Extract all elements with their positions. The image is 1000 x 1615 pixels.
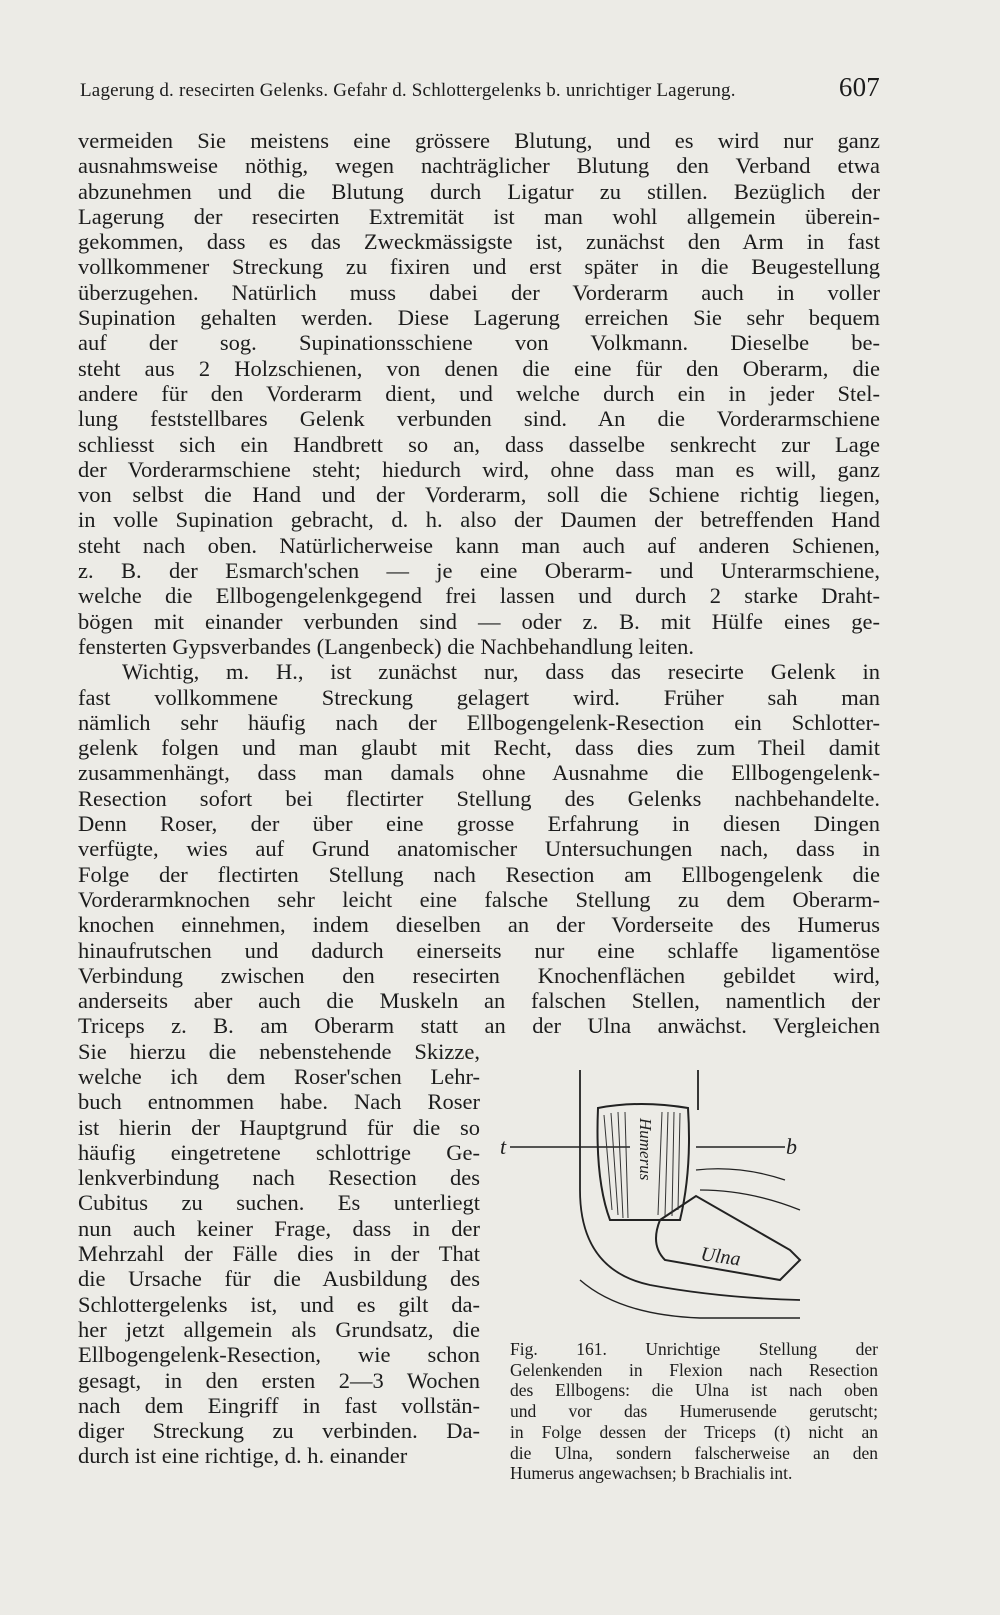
- body-line: steht aus 2 Holzschienen, von denen die eine für den Oberarm, die: [78, 355, 880, 381]
- humerus-label: Humerus: [636, 1118, 655, 1181]
- body-line: Schlottergelenks ist, und es gilt da-: [78, 1291, 480, 1317]
- body-line: der Vorderarmschiene steht; hiedurch wird, ohne dass man es will, ganz: [78, 456, 880, 482]
- body-line: Mehrzahl der Fälle dies in der That: [78, 1241, 480, 1267]
- triceps-label: t: [500, 1134, 507, 1159]
- body-line: fast vollkommene Streckung gelagert wird. Früher sah man: [78, 684, 880, 710]
- figure-caption: [510, 1339, 878, 1484]
- body-line: von selbst die Hand und der Vorderarm, soll die Schiene richtig liegen,: [78, 482, 880, 508]
- body-line: knochen einnehmen, indem dieselben an der Vorderseite des Humerus: [78, 912, 880, 938]
- body-line: schliesst sich ein Handbrett so an, dass dasselbe senkrecht zur Lage: [78, 431, 880, 457]
- body-line: in volle Supination gebracht, d. h. also der Daumen der betreffenden Hand: [78, 507, 880, 533]
- body-line: Folge der flectirten Stellung nach Resection am Ellbogengelenk die: [78, 861, 880, 887]
- body-line: Sie hierzu die nebenstehende Skizze,: [78, 1038, 480, 1064]
- body-line: bögen mit einander verbunden sind — oder z. B. mit Hülfe eines ge-: [78, 608, 880, 634]
- body-line: Vorderarmknochen sehr leicht eine falsche Stellung zu dem Oberarm-: [78, 886, 880, 912]
- body-line: z. B. der Esmarch'schen — je eine Oberarm- und Unterarmschiene,: [78, 558, 880, 584]
- body-line: auf der sog. Supinationsschiene von Volkmann. Dieselbe be-: [78, 330, 880, 356]
- body-line: her jetzt allgemein als Grundsatz, die: [78, 1316, 480, 1342]
- body-line: häufig eingetretene schlottrige Ge-: [78, 1139, 480, 1165]
- caption-line: Humerus angewachsen; b Brachialis int.: [510, 1463, 793, 1484]
- body-line: buch entnommen habe. Nach Roser: [78, 1089, 480, 1115]
- ulna-label: Ulna: [699, 1243, 742, 1271]
- body-line: lenkverbindung nach Resection des: [78, 1165, 480, 1191]
- body-line: zusammenhängt, dass man damals ohne Ausnahme die Ellbogengelenk-: [78, 760, 880, 786]
- body-line: Denn Roser, der über eine grosse Erfahrung in diesen Dingen: [78, 811, 880, 837]
- body-line: Ellbogengelenk-Resection, wie schon: [78, 1342, 480, 1368]
- body-line: nun auch keiner Frage, dass in der: [78, 1215, 480, 1241]
- body-line: gekommen, dass es das Zweckmässigste ist, zunächst den Arm in fast: [78, 229, 880, 255]
- body-line: fensterten Gypsverbandes (Langenbeck) die Nachbehandlung leiten.: [78, 633, 695, 659]
- body-line: vollkommener Streckung zu fixiren und erst später in die Beugestellung: [78, 254, 880, 280]
- body-line: Verbindung zwischen den resecirten Knochenflächen gebildet wird,: [78, 962, 880, 988]
- caption-line: Gelenkenden in Flexion nach Resection: [510, 1359, 878, 1380]
- body-line: vermeiden Sie meistens eine grössere Blutung, und es wird nur ganz: [78, 128, 880, 153]
- body-line: Supination gehalten werden. Diese Lagerung erreichen Sie sehr bequem: [78, 305, 880, 331]
- body-line: überzugehen. Natürlich muss dabei der Vorderarm auch in voller: [78, 279, 880, 305]
- body-line: diger Streckung zu verbinden. Da-: [78, 1418, 480, 1444]
- body-line: durch ist eine richtige, d. h. einander: [78, 1443, 408, 1469]
- body-line: die Ursache für die Ausbildung des: [78, 1266, 480, 1292]
- body-line: ausnahmsweise nöthig, wegen nachträglicher Blutung den Verband etwa: [78, 153, 880, 179]
- body-line: verfügte, wies auf Grund anatomischer Untersuchungen nach, dass in: [78, 836, 880, 862]
- caption-line: des Ellbogens: die Ulna ist nach oben: [510, 1380, 878, 1401]
- body-line: Resection sofort bei flectirter Stellung des Gelenks nachbehandelte.: [78, 785, 880, 811]
- body-line: ist hierin der Hauptgrund für die so: [78, 1114, 480, 1140]
- body-line: abzunehmen und die Blutung durch Ligatur zu stillen. Bezüglich der: [78, 178, 880, 204]
- figure-elbow-sketch: [500, 1070, 890, 1340]
- body-line: nämlich sehr häufig nach der Ellbogengelenk-Resection ein Schlotter-: [78, 709, 880, 735]
- body-line: welche die Ellbogengelenkgegend frei lassen und durch 2 starke Draht-: [78, 583, 880, 609]
- page-number: 607: [838, 72, 880, 102]
- body-line: Cubitus zu suchen. Es unterliegt: [78, 1190, 480, 1216]
- caption-line: Fig. 161. Unrichtige Stellung der: [510, 1339, 878, 1359]
- body-line: welche ich dem Roser'schen Lehr-: [78, 1063, 480, 1089]
- running-head-title: Lagerung d. resecirten Gelenks. Gefahr d. Schlottergelenks b. unrichtiger Lagerung.: [80, 80, 736, 101]
- body-line: anderseits aber auch die Muskeln an falschen Stellen, namentlich der: [78, 988, 880, 1014]
- body-line: Lagerung der resecirten Extremität ist man wohl allgemein überein-: [78, 203, 880, 229]
- body-line: hinaufrutschen und dadurch einerseits nur eine schlaffe ligamentöse: [78, 937, 880, 963]
- brachialis-label: b: [786, 1134, 797, 1159]
- body-line: lung feststellbares Gelenk verbunden sind. An die Vorderarmschiene: [78, 406, 880, 432]
- caption-line: und vor das Humerusende gerutscht;: [510, 1401, 878, 1422]
- body-line: nach dem Eingriff in fast vollstän-: [78, 1392, 480, 1418]
- body-line: gesagt, in den ersten 2—3 Wochen: [78, 1367, 480, 1393]
- elbow-sketch-illustration: [500, 1070, 890, 1340]
- body-line: Wichtig, m. H., ist zunächst nur, dass das resecirte Gelenk in: [122, 659, 880, 685]
- caption-line: in Folge dessen der Triceps (t) nicht an: [510, 1421, 878, 1442]
- body-line: gelenk folgen und man glaubt mit Recht, dass dies zum Theil damit: [78, 735, 880, 761]
- body-line: steht nach oben. Natürlicherweise kann man auch auf anderen Schienen,: [78, 532, 880, 558]
- body-line: andere für den Vorderarm dient, und welche durch ein in jeder Stel-: [78, 380, 880, 406]
- running-head: [80, 72, 880, 112]
- body-line: Triceps z. B. am Oberarm statt an der Ulna anwächst. Vergleichen: [78, 1013, 880, 1039]
- caption-line: die Ulna, sondern falscherweise an den: [510, 1442, 878, 1463]
